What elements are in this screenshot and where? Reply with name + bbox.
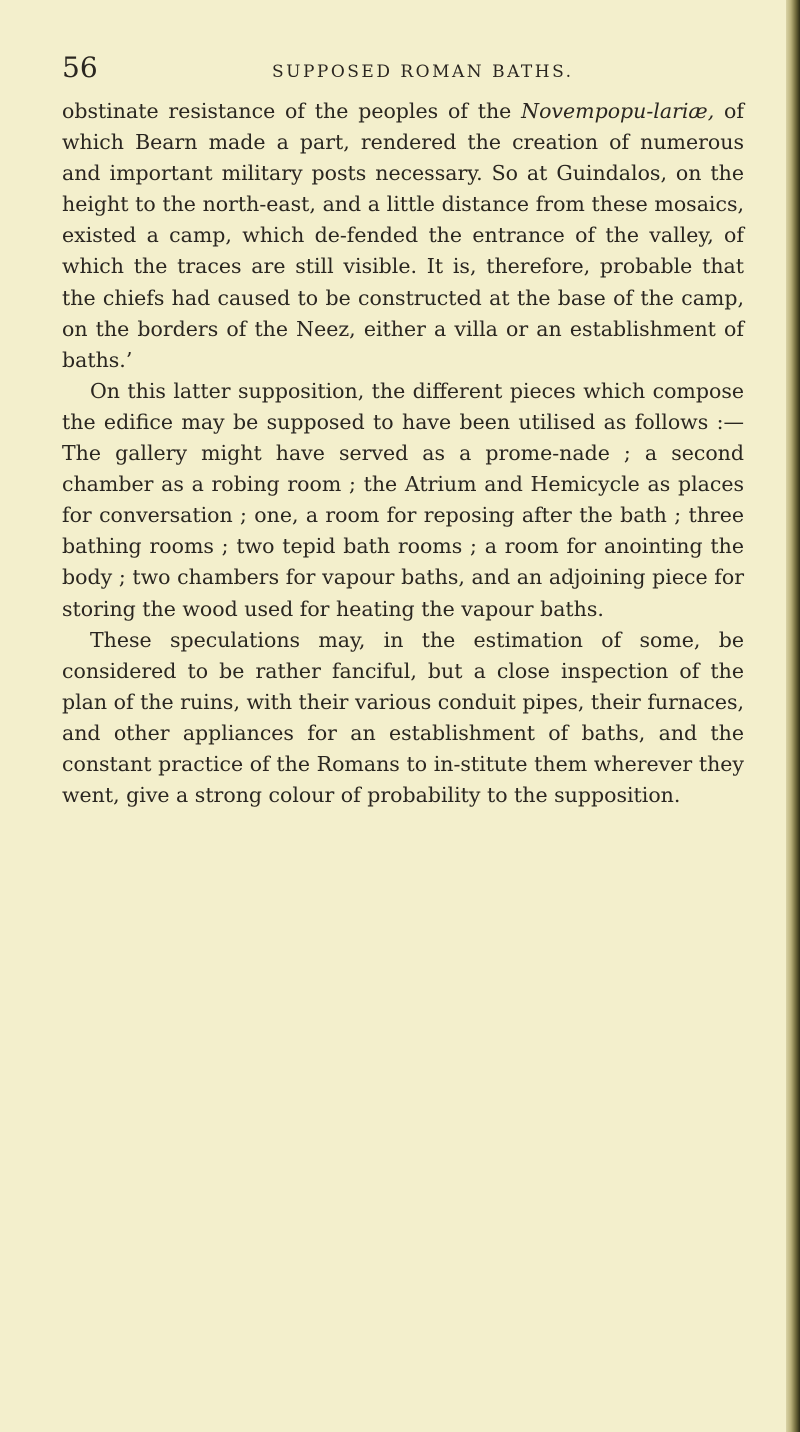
page-number: 56 <box>62 51 98 84</box>
paragraph-1-text-start: obstinate resistance of the peoples of the <box>62 99 522 123</box>
paragraph-2: On this latter supposition, the different pieces which compose the edifice may be supposed to have been utilised as follows :—The gallery might have served as a prome-nade ; a second chamber as a robing room ; the Atrium and Hemicycle as places for conversation ; one, a room for reposing after the bath ; three bathing rooms ; two tepid bath rooms ; a room for anointing the body ; two chambers for vapour baths, and an adjoining piece for storing the wood used for heating the vapour baths. <box>62 378 744 621</box>
paragraph-1 <box>62 96 744 376</box>
page-edge-shadow <box>786 0 800 1432</box>
paragraph-3: These speculations may, in the estimation of some, be considered to be rather fanciful, but a close inspection of the plan of the ruins, with their various conduit pipes, their furnaces, and other appliances for an establishment of baths, and the constant practice of the Romans to in-stitute them wherever they went, give a strong colour of probability to the supposition. <box>62 627 744 808</box>
paragraph-1-italic-term: Novempopu-lariæ, <box>521 99 715 123</box>
body-text <box>62 96 744 811</box>
running-head: SUPPOSED ROMAN BATHS. <box>272 62 574 82</box>
page-header <box>62 48 712 88</box>
paragraph-1-text-end: of which Bearn made a part, rendered the creation of numerous and important military posts necessary. So at Guindalos, on the height to the north-east, and a little distance from these mosaics, existed a camp, which de-fended the entrance of the valley, of which the traces are still visible. It is, therefore, probable that the chiefs had caused to be constructed at the base of the camp, on the borders of the Neez, either a villa or an establishment of baths.’ <box>62 99 744 372</box>
